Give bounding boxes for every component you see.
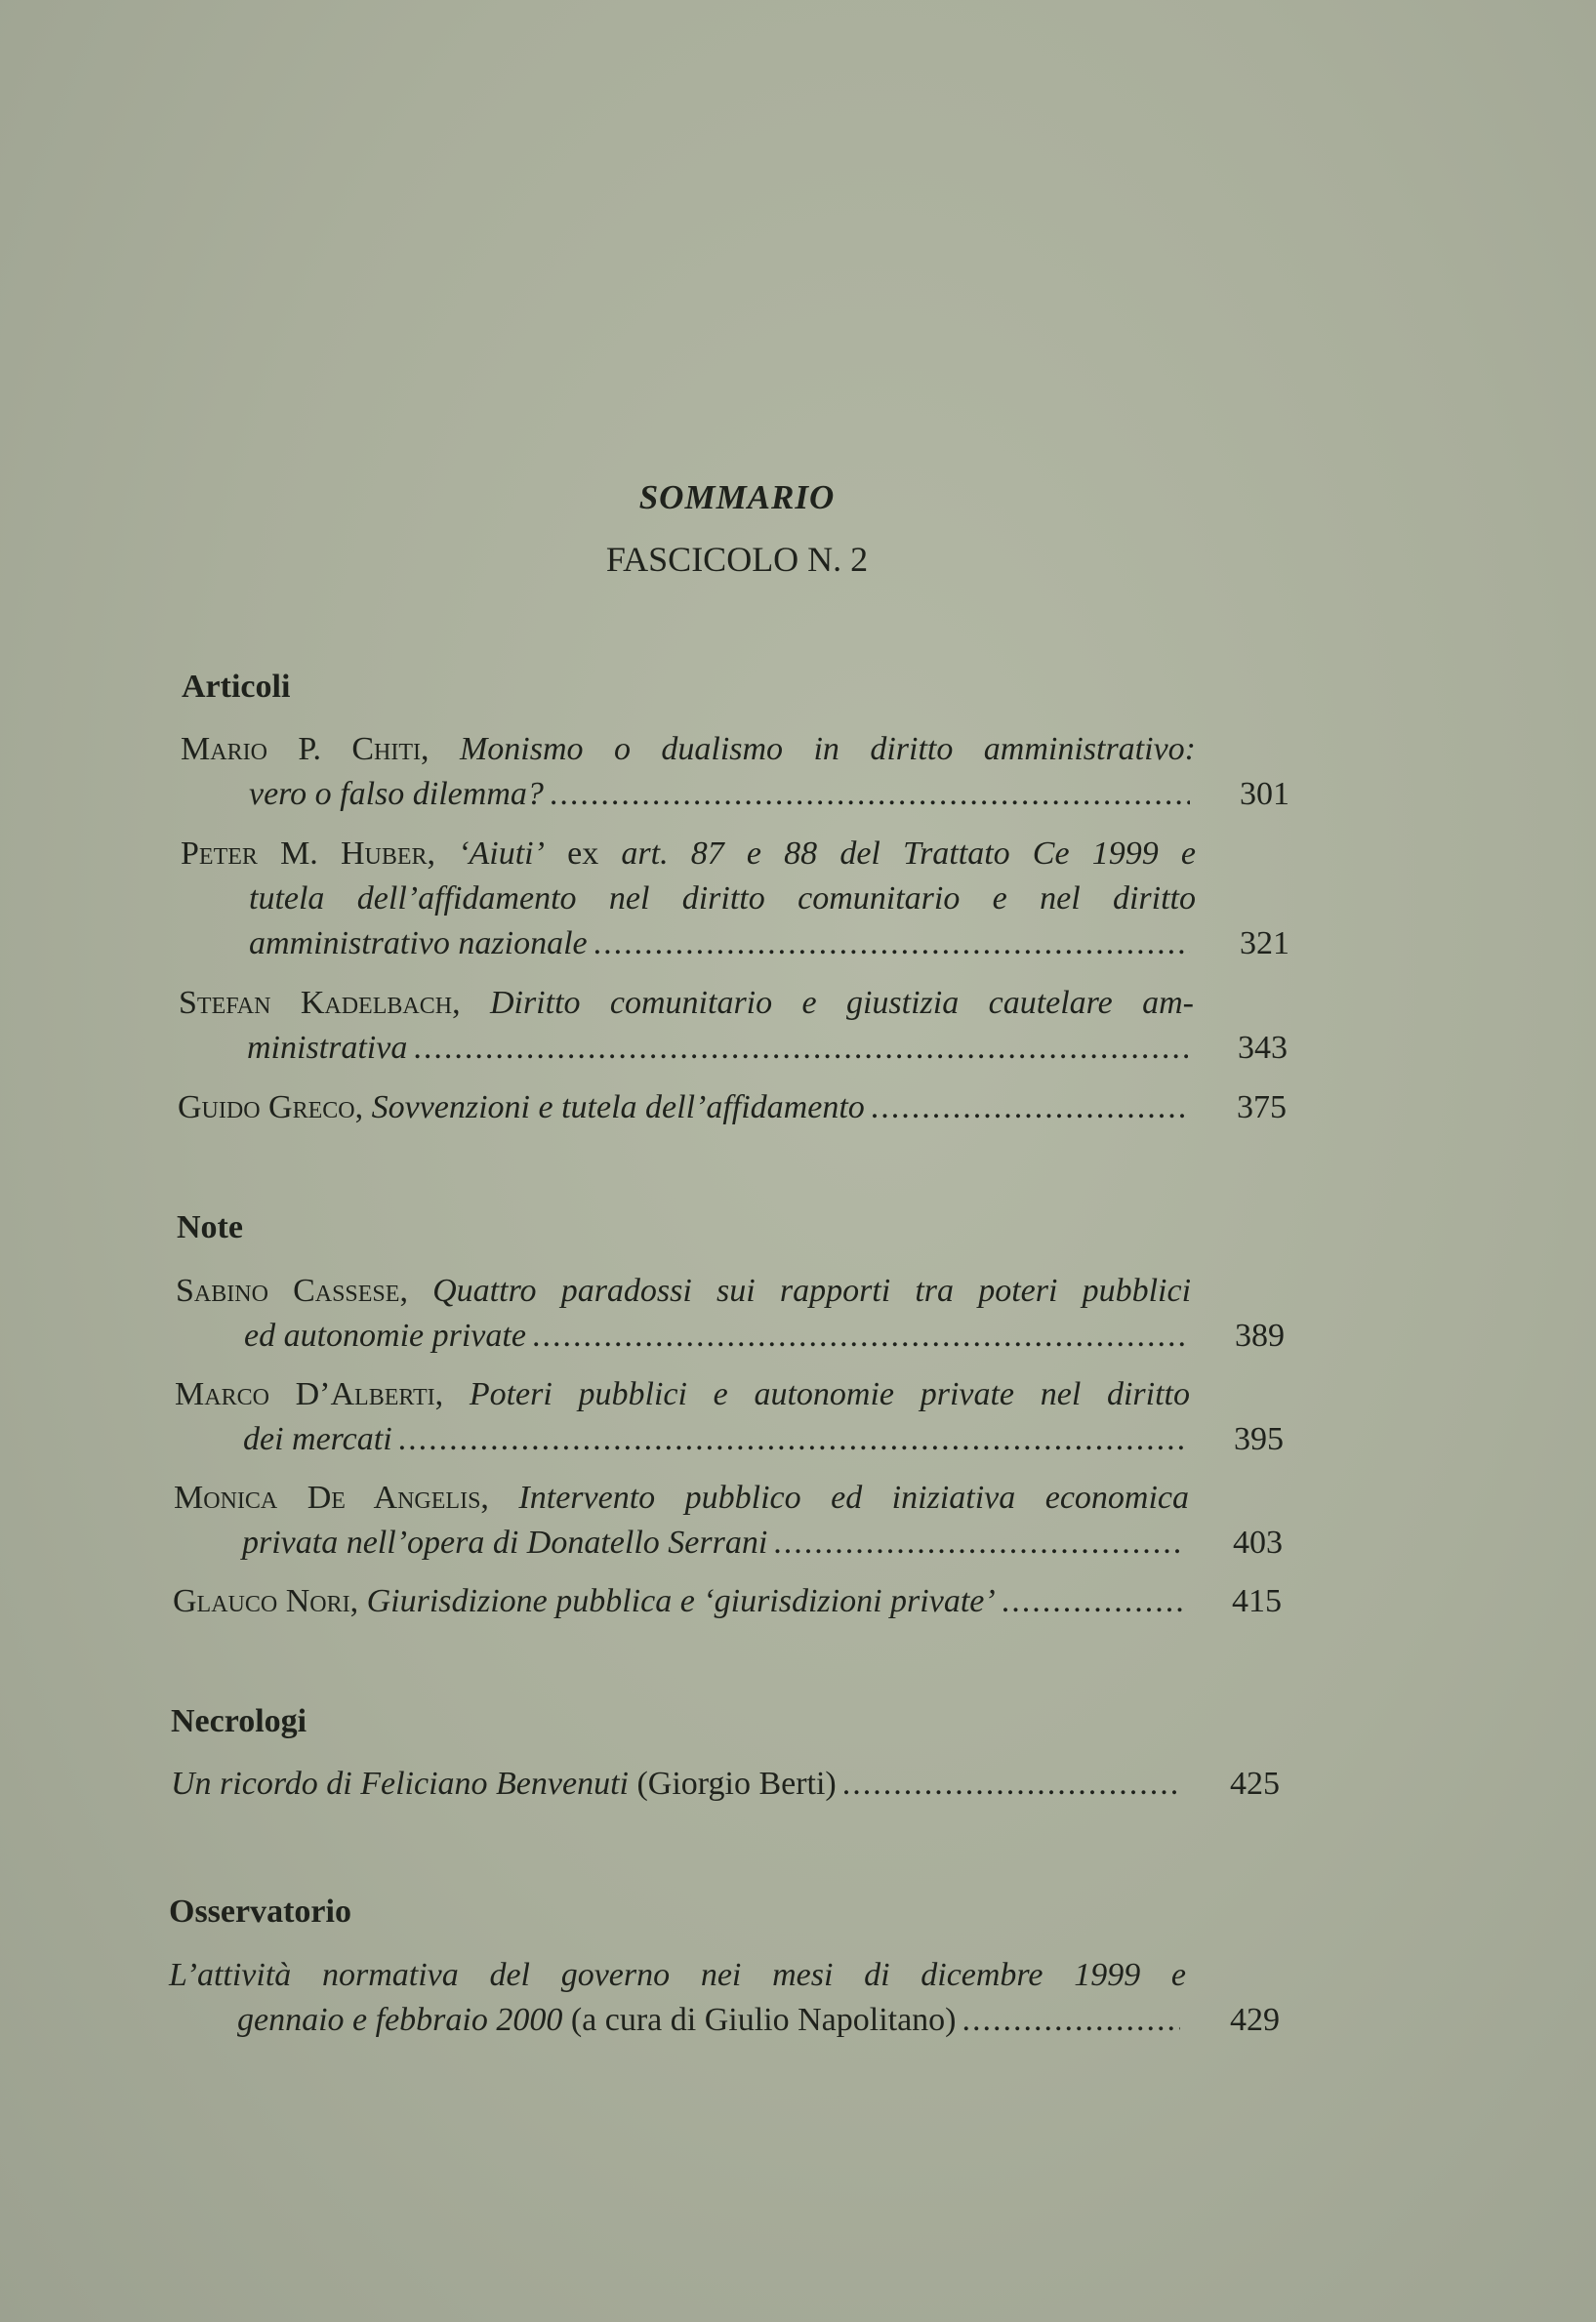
entry-author: Monica De Angelis [174, 1480, 481, 1516]
entry-title: ‘Aiuti’ [458, 835, 545, 872]
entry-title: Un ricordo di Feliciano Benvenuti [171, 1766, 629, 1802]
entry-title-plain: ex [544, 835, 622, 872]
entry-title-cont: vero o falso dilemma? [249, 776, 544, 812]
page-title: SOMMARIO [638, 478, 836, 516]
entry-title: Intervento pubblico ed iniziativa economica [518, 1480, 1189, 1516]
section-title-articoli: Articoli [182, 669, 291, 705]
entry-author: Stefan Kadelbach [179, 985, 453, 1021]
leader-dots [962, 1998, 1181, 2043]
toc-entry: Guido Greco, Sovvenzioni e tutela dell’affidamento ..... 375 [178, 1085, 1193, 1130]
entry-page-number: 429 [1230, 2002, 1280, 2038]
entry-title-cont: amministrativo nazionale [249, 925, 588, 961]
section-title-necrologi: Necrologi [171, 1703, 307, 1739]
entry-author: Guido Greco [178, 1089, 355, 1125]
toc-entry: Stefan Kadelbach, Diritto comunitario e giustizia cautelare am- ministrativa ..... 343 [179, 981, 1194, 1071]
entry-author: Sabino Cassese [176, 1273, 400, 1309]
entry-author-note: (Giorgio Berti) [628, 1766, 837, 1802]
leader-dots [550, 772, 1190, 817]
entry-title: Monismo o dualismo in diritto amministrativo: [459, 731, 1196, 767]
leader-dots [413, 1026, 1188, 1071]
entry-page-number: 343 [1238, 1030, 1288, 1066]
toc-entry [171, 1762, 1280, 1807]
entry-title: Quattro paradossi sui rapporti tra poteri pubblici [432, 1273, 1192, 1309]
entry-title: Poteri pubblici e autonomie private nel diritto [469, 1376, 1191, 1412]
toc-entry [169, 1953, 1280, 2043]
entry-title-cont: dei mercati [243, 1421, 392, 1457]
section-title-osservatorio: Osservatorio [169, 1894, 351, 1930]
entry-title-cont: gennaio e febbraio 2000 [237, 2002, 563, 2038]
entry-title: Giurisdizione pubblica e ‘giurisdizioni private’ [366, 1583, 996, 1619]
entry-author: Peter M. Huber [181, 835, 428, 872]
entry-page-number: 321 [1240, 925, 1289, 961]
entry-title-cont: tutela dell’affidamento nel diritto comunitario e nel diritto [249, 880, 1196, 917]
entry-page-number: 415 [1232, 1583, 1282, 1619]
entry-editor-note: (a cura di Giulio Napolitano) [562, 2002, 957, 2038]
entry-page-number: 425 [1230, 1766, 1280, 1802]
entry-author: Glauco Nori [173, 1583, 350, 1619]
leader-dots [593, 921, 1190, 966]
entry-page-number: 375 [1237, 1089, 1287, 1125]
leader-dots [1002, 1579, 1182, 1624]
entry-title-cont: ed autonomie private [244, 1318, 526, 1354]
entry-title-cont: privata nell’opera di Donatello Serrani [242, 1525, 768, 1561]
issue-subtitle: FASCICOLO N. 2 [605, 540, 869, 579]
section-title-note: Note [177, 1209, 243, 1245]
entry-title: L’attività normativa del governo nei mesi di dicembre 1999 e [169, 1957, 1186, 1993]
leader-dots [842, 1762, 1180, 1807]
toc-entry: Monica De Angelis, Intervento pubblico ed iniziativa economica privata nell’opera di Donatello Serrani ..... 403 [174, 1476, 1189, 1566]
entry-title: Diritto comunitario e giustizia cautelare am- [489, 985, 1194, 1021]
entry-page-number: 389 [1235, 1318, 1285, 1354]
toc-entry: Marco D’Alberti, Poteri pubblici e autonomie private nel diritto dei mercati ..... 395 [175, 1372, 1190, 1462]
entry-page-number: 395 [1234, 1421, 1284, 1457]
entry-author: Marco D’Alberti [175, 1376, 435, 1412]
entry-title-cont: ministrativa [247, 1030, 408, 1066]
entry-title: Sovvenzioni e tutela dell’affidamento [371, 1089, 865, 1125]
toc-entry: Peter M. Huber, ‘Aiuti’ ex art. 87 e 88 del Trattato Ce 1999 e tutela dell’affidamento nel diritto comunitario e nel diritto amministrativo nazionale ..... 321 [181, 832, 1196, 966]
toc-entry: Glauco Nori, Giurisdizione pubblica e ‘giurisdizioni private’ ..... 415 [173, 1579, 1188, 1624]
toc-entry: Mario P. Chiti, Monismo o dualismo in diritto amministrativo: vero o falso dilemma? ..... 301 [181, 727, 1196, 817]
entry-title: art. 87 e 88 del Trattato Ce 1999 e [621, 835, 1197, 872]
leader-dots [871, 1085, 1187, 1130]
entry-author: Mario P. Chiti [181, 731, 422, 767]
leader-dots [398, 1417, 1184, 1462]
entry-page-number: 301 [1240, 776, 1289, 812]
leader-dots [773, 1521, 1183, 1566]
entry-page-number: 403 [1233, 1525, 1283, 1561]
leader-dots [532, 1314, 1185, 1359]
toc-entry: Sabino Cassese, Quattro paradossi sui rapporti tra poteri pubblici ed autonomie private ..... 389 [176, 1269, 1191, 1359]
